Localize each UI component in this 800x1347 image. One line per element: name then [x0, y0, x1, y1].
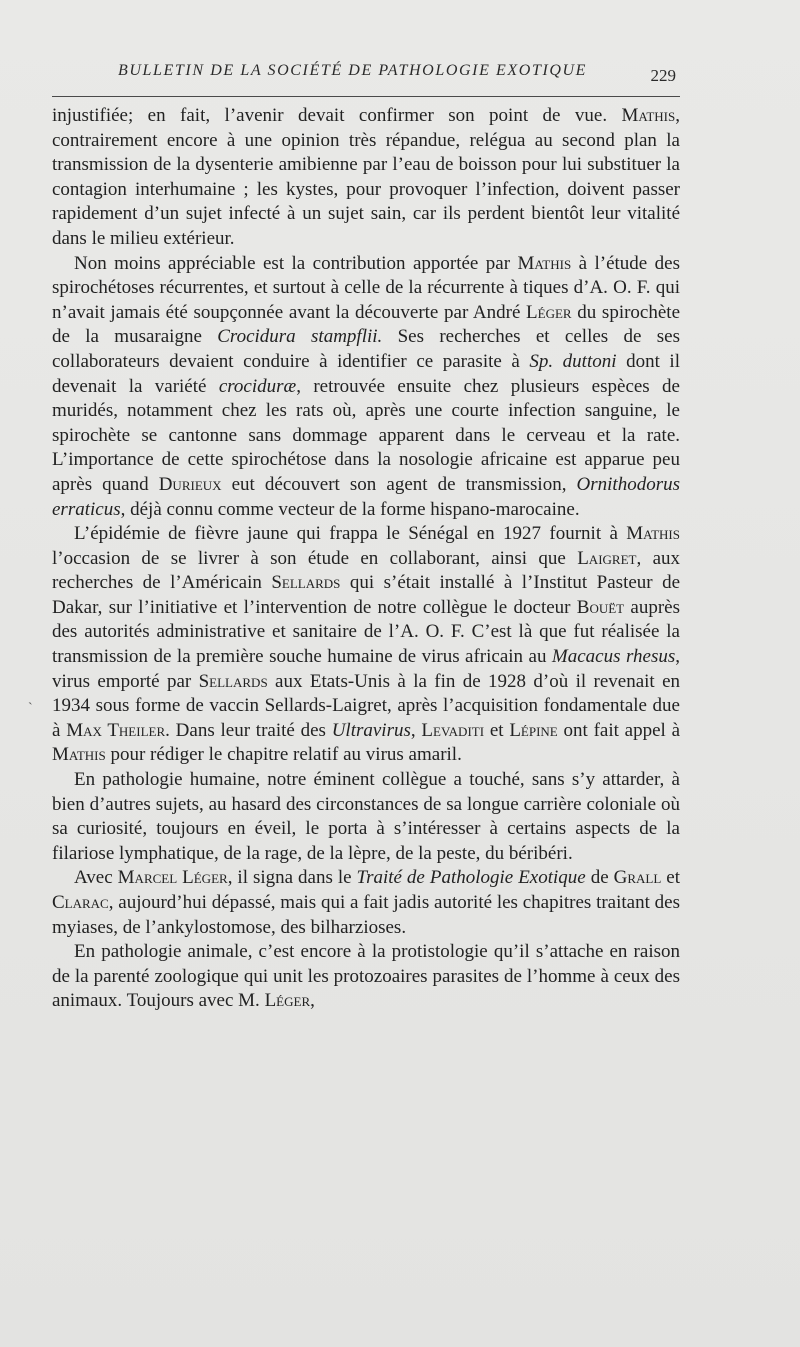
paragraph	[52, 768, 680, 866]
text-run: Avec	[74, 867, 118, 889]
text-run: ,	[410, 719, 422, 741]
text-run: à l’étude des spirochétoses récurrentes, et surtout à celle de la récurrente à tiques d’A. O. F. qui n’avait jamais été soupçonnée avant la découverte par André	[52, 252, 680, 323]
author-name: Léger	[264, 990, 311, 1012]
paragraph	[52, 522, 680, 768]
text-run: de	[585, 867, 614, 889]
text-run: L’épidémie de fièvre jaune qui frappa le Sénégal en 1927 fournit à	[74, 523, 627, 545]
text-run: dont il devenait la variété	[52, 350, 680, 397]
author-name: Sellards	[271, 572, 341, 594]
italic-term: Ultravirus	[331, 719, 411, 741]
italic-term: Sp. duttoni	[529, 350, 617, 372]
author-name: Clarac	[52, 892, 109, 913]
italic-term: crociduræ	[218, 375, 297, 397]
author-name: Mathis	[621, 105, 676, 126]
header-rule	[52, 96, 680, 97]
author-name: Mathis	[517, 252, 572, 274]
author-name: Grall	[613, 867, 662, 889]
text-run: Ses recherches et celles de ses collaborateurs devaient conduire à identifier ce parasite à	[52, 326, 680, 372]
text-run: , il signa dans le	[227, 867, 357, 889]
margin-mark: `	[28, 701, 33, 716]
text-run: eut découvert son agent de transmission,	[221, 473, 577, 495]
author-name: Levaditi	[421, 719, 485, 741]
author-name: Max Theiler	[66, 719, 166, 741]
author-name: Marcel Léger	[117, 867, 228, 889]
author-name: Durieux	[158, 473, 222, 495]
text-run: , contrairement encore à une opinion très répandue, relégua au second plan la transmission de la dysenterie amibienne par l’eau de boisson pour lui substituer la contagion interhumaine ; les kystes, pour provoquer l’infection, doivent passer rapidement d’un sujet infecté à un sujet sain, car ils perdent bientôt leur vitalité dans le milieu extérieur.	[52, 105, 680, 249]
author-name: Lépine	[509, 719, 558, 741]
paragraph	[52, 104, 680, 252]
text-run: auprès des autorités administrative et sanitaire de l’A. O. F. C’est là que fut réalisée la transmission de la première souche humaine de virus africain au	[52, 596, 680, 668]
italic-term: Crocidura stampflii.	[217, 326, 383, 348]
italic-term: Traité de Pathologie Exotique	[356, 867, 586, 889]
text-run: qui s’était installé à l’Institut Pasteur de Dakar, sur l’initiative et l’intervention de notre collègue le docteur	[52, 572, 681, 618]
author-name: Mathis	[626, 523, 680, 545]
page-number: 229	[650, 66, 676, 85]
text-run: l’occasion de se livrer à son étude en collaborant, ainsi que	[52, 547, 578, 569]
text-run: , virus emporté par	[52, 646, 680, 692]
text-run: En pathologie animale, c’est encore à la protistologie qu’il s’attache en raison de la parenté zoologique qui unit les protozoaires parasites de l’homme à ceux des animaux. Toujours avec M.	[52, 941, 680, 1012]
paragraph	[52, 866, 680, 940]
text-run: injustifiée; en fait, l’avenir devait confirmer son point de vue.	[52, 105, 622, 126]
text-run: , déjà connu comme vecteur de la forme hispano-marocaine.	[120, 498, 580, 520]
text-run: En pathologie humaine, notre éminent collègue a touché, sans s’y attarder, à bien d’autres sujets, au hasard des circonstances de sa longue carrière coloniale où sa curiosité, toujours en éveil, le porta à s’intéresser à certains aspects de la filariose lymphatique, de la rage, de la lèpre, de la peste, du béribéri.	[52, 769, 680, 864]
article-body	[52, 104, 680, 1014]
author-name: Léger	[526, 301, 572, 323]
text-run: et	[661, 867, 680, 889]
text-run: ont fait appel à	[557, 719, 681, 741]
italic-term: Ornithodorus erraticus	[52, 473, 680, 520]
author-name: Bouët	[576, 596, 625, 618]
running-header	[118, 62, 676, 84]
paragraph	[52, 252, 680, 523]
text-run: et	[484, 719, 510, 741]
text-run: ,	[310, 990, 315, 1012]
text-run: , aujourd’hui dépassé, mais qui a fait jadis autorité les chapitres traitant des myiases, de l’ankylostomose, des bilharzioses.	[52, 892, 680, 938]
text-run: aux Etats-Unis à la fin de 1928 d’où il revenait en 1934 sous forme de vaccin Sellards-Laigret, après l’acquisition fondamentale due à	[52, 670, 680, 741]
text-run: du spirochète de la musaraigne	[52, 301, 680, 348]
paragraph	[52, 940, 680, 1014]
author-name: Mathis	[52, 744, 106, 766]
running-title: BULLETIN DE LA SOCIÉTÉ DE PATHOLOGIE EXOTIQUE	[118, 62, 588, 79]
text-run: , aux recherches de l’Américain	[52, 547, 680, 594]
author-name: Sellards	[198, 670, 268, 692]
text-run: pour rédiger le chapitre relatif au virus amaril.	[105, 744, 462, 766]
author-name: Laigret	[577, 547, 637, 569]
text-run: Non moins appréciable est la contribution apportée par	[74, 252, 518, 274]
italic-term: Macacus rhesus	[551, 646, 676, 668]
text-run: . Dans leur traité des	[165, 719, 332, 741]
text-run: , retrouvée ensuite chez plusieurs espèces de muridés, notamment chez les rats où, après une courte infection sanguine, le spirochète se cantonne sans dommage apparent dans le cerveau et la rate. L’importance de cette spirochétose dans la nosologie africaine est apparue peu après quand	[52, 375, 680, 495]
